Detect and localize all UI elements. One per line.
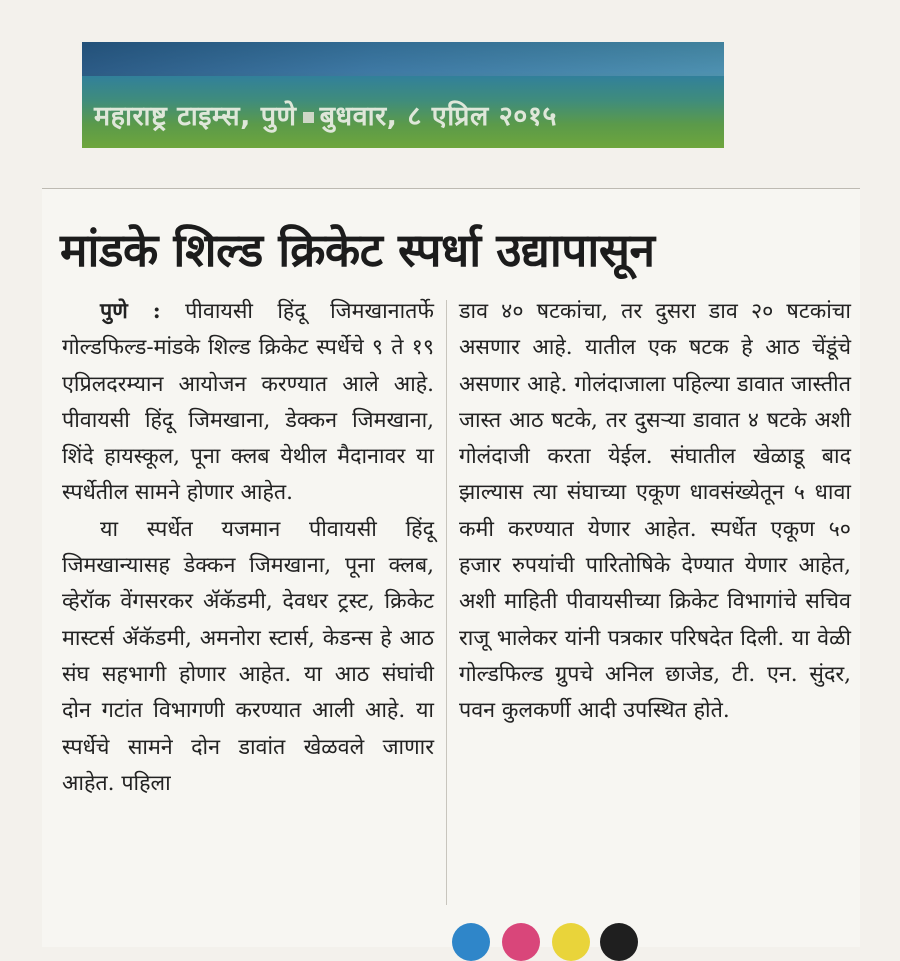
newspaper-masthead	[82, 42, 724, 148]
paragraph-1	[62, 294, 434, 512]
registration-mark-yellow-icon	[552, 923, 590, 961]
registration-mark-magenta-icon	[502, 923, 540, 961]
paragraph-3: डाव ४० षटकांचा, तर दुसरा डाव २० षटकांचा असणार आहे. यातील एक षटक हे आठ चेंडूंचे असणार आहे. गोलंदाजाला पहिल्या डावात जास्तीत जास्त आठ षटके, तर दुसऱ्या डावात ४ षटके अशी गोलंदाजी करता येईल. संघातील खेळाडू बाद झाल्यास त्या संघाच्या एकूण धावसंख्येतून ५ धावा कमी करण्यात येणार आहेत. स्पर्धेत एकूण ५० हजार रुपयांची पारितोषिके देण्यात येणार आहेत, अशी माहिती पीवायसीच्या क्रिकेट विभागांचे सचिव राजू भालेकर यांनी पत्रकार परिषदेत दिली. या वेळी गोल्डफिल्ड ग्रुपचे अनिल छाजेड, टी. एन. सुंदर, पवन कुलकर्णी आदी उपस्थित होते.	[459, 299, 851, 724]
publication-name: महाराष्ट्र टाइम्स, पुणे	[94, 101, 297, 132]
separator-square-icon	[303, 112, 314, 123]
paragraph-1-text: पीवायसी हिंदू जिमखानातर्फे गोल्डफिल्ड-मांडके शिल्ड क्रिकेट स्पर्धेचे ९ ते १९ एप्रिलदरम्यान आयोजन करण्यात आले आहे. पीवायसी हिंदू जिमखाना, डेक्कन जिमखाना, शिंदे हायस्कूल, पूना क्लब येथील मैदानावर या स्पर्धेतील सामने होणार आहेत.	[62, 299, 434, 506]
article-column-left	[62, 294, 434, 802]
dateline: पुणे :	[100, 299, 161, 324]
paragraph-2: या स्पर्धेत यजमान पीवायसी हिंदू जिमखान्यासह डेक्कन जिमखाना, पूना क्लब, व्हेरॉक वेंगसरकर ॲकॅडमी, देवधर ट्रस्ट, क्रिकेट मास्टर्स ॲकॅडमी, अमनोरा स्टार्स, केडन्स हे आठ संघ सहभागी होणार आहेत. या आठ संघांची दोन गटांत विभागणी करण्यात आली आहे. या स्पर्धेचे सामने दोन डावांत खेळवले जाणार आहेत. पहिला	[62, 516, 434, 796]
column-divider	[446, 300, 447, 905]
article-column-right	[459, 294, 851, 730]
registration-mark-cyan-icon	[452, 923, 490, 961]
publication-date: बुधवार, ८ एप्रिल २०१५	[319, 101, 557, 132]
registration-mark-black-icon	[600, 923, 638, 961]
article-headline: मांडके शिल्ड क्रिकेट स्पर्धा उद्यापासून	[60, 223, 655, 277]
masthead-text	[94, 96, 557, 133]
